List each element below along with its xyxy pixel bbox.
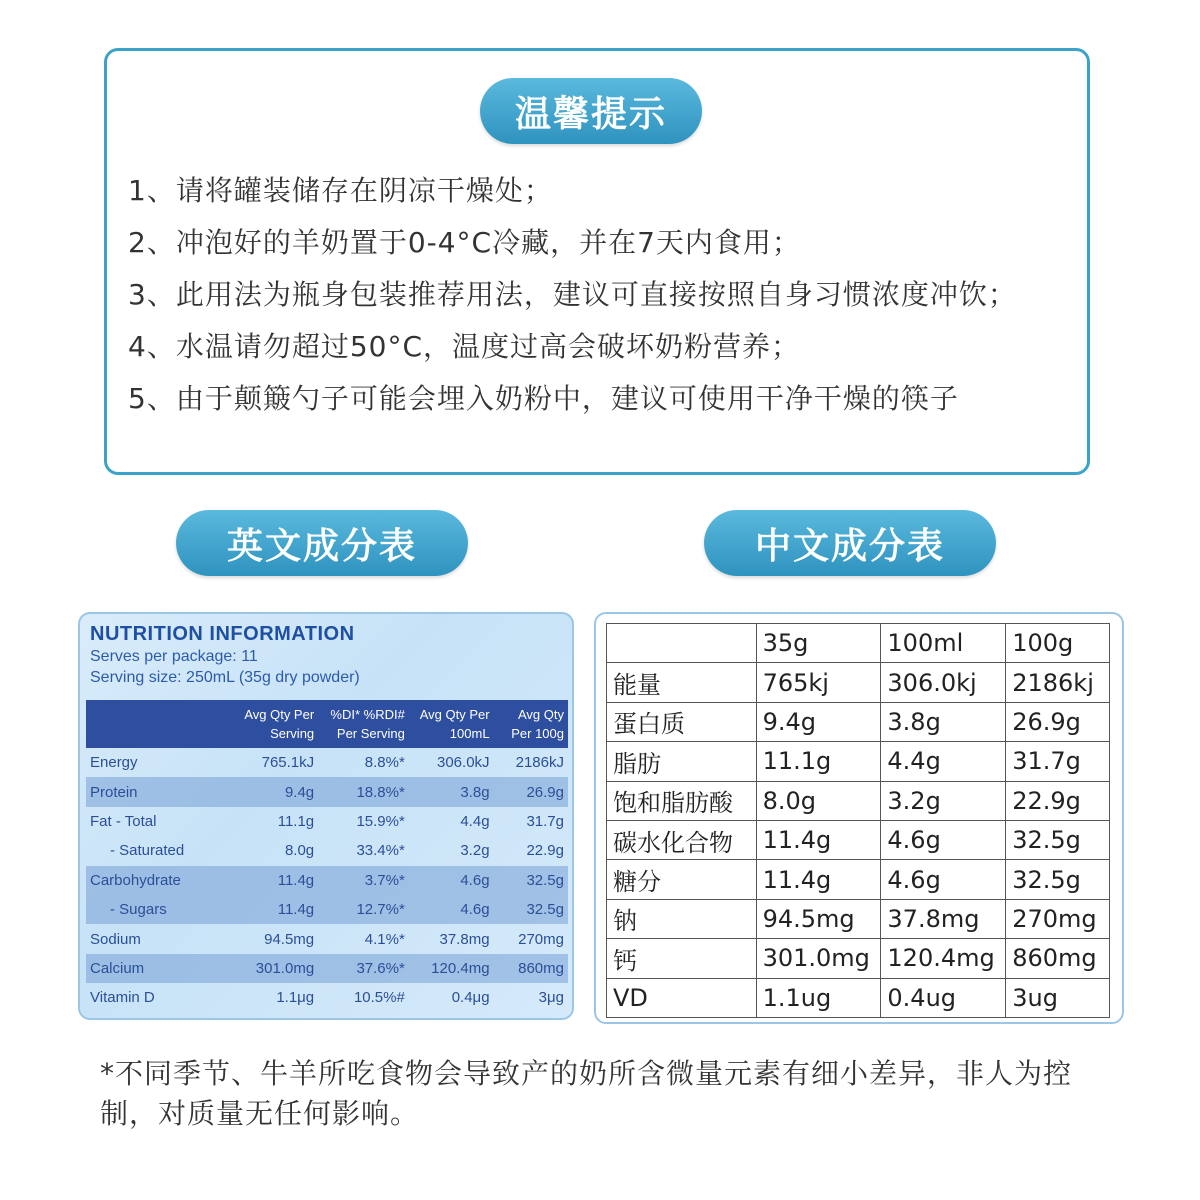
table-row <box>607 899 1110 938</box>
table-cell: 120.4mg <box>881 939 1006 978</box>
table-cell: 脂肪 <box>607 742 757 781</box>
serving-size: Serving size: 250mL (35g dry powder) <box>90 669 360 686</box>
table-row <box>607 742 1110 781</box>
table-row <box>607 820 1110 859</box>
chinese-nutrition-table <box>606 623 1110 1018</box>
table-cell: 钙 <box>607 939 757 978</box>
table-cell: 31.7g <box>526 812 564 830</box>
table-cell: 33.4%* <box>356 842 405 860</box>
table-cell: 12.7%* <box>318 895 409 924</box>
table-cell: 蛋白质 <box>607 702 757 741</box>
english-nutrition-heading-block <box>90 622 360 688</box>
table-cell: 10.5%# <box>353 989 405 1007</box>
tip-item-4: 4、水温请勿超过50°C，温度过高会破坏奶粉营养； <box>128 330 800 363</box>
table-cell: 4.4g <box>881 742 1006 781</box>
tip-item-3: 3、此用法为瓶身包装推荐用法，建议可直接按照自身习惯浓度冲饮； <box>128 278 1017 311</box>
table-cell: Vitamin D <box>90 989 155 1007</box>
table-cell: 2186kJ <box>515 754 564 772</box>
nutrition-heading: NUTRITION INFORMATION <box>90 623 355 645</box>
table-cell: Sodium <box>90 930 141 948</box>
chinese-table-header-row <box>607 624 1110 663</box>
english-nutrition-table <box>86 700 568 1013</box>
table-cell: 9.4g <box>756 702 881 741</box>
table-cell: 钠 <box>607 899 757 938</box>
table-cell: 765.1kJ <box>261 754 315 772</box>
table-row <box>86 924 568 953</box>
table-row <box>86 983 568 1012</box>
table-cell: 11.4g <box>232 895 318 924</box>
table-cell: 3.8g <box>881 702 1006 741</box>
table-cell: 15.9%* <box>356 812 405 830</box>
table-cell: 能量 <box>607 663 757 702</box>
footnote: *不同季节、牛羊所吃食物会导致产的奶所含微量元素有细小差异，非人为控制，对质量无任何影响。 <box>100 1057 1073 1130</box>
english-col-header <box>86 700 232 748</box>
english-table-header-row <box>86 700 568 748</box>
table-cell: 94.5mg <box>756 899 881 938</box>
table-cell: 35g <box>756 624 881 663</box>
table-cell: 4.6g <box>881 820 1006 859</box>
tip-item-1: 1、请将罐装储存在阴凉干燥处； <box>128 174 553 207</box>
table-cell: 4.6g <box>409 866 494 895</box>
table-cell: 11.1g <box>756 742 881 781</box>
table-cell: 3ug <box>1006 978 1110 1017</box>
table-cell: 11.4g <box>756 820 881 859</box>
table-cell: 301.0mg <box>756 939 881 978</box>
table-cell: 301.0mg <box>232 954 318 983</box>
table-cell: 32.5g <box>1006 820 1110 859</box>
table-row <box>86 866 568 895</box>
table-cell: 3.2g <box>460 842 490 860</box>
table-cell: 306.0kJ <box>437 754 490 772</box>
table-cell: 0.4ug <box>881 978 1006 1017</box>
table-cell: Carbohydrate <box>86 866 232 895</box>
table-cell: 3.2g <box>881 781 1006 820</box>
table-row <box>607 781 1110 820</box>
table-cell: 11.1g <box>277 812 315 830</box>
table-cell: 100g <box>1006 624 1110 663</box>
table-cell: 3μg <box>538 989 564 1007</box>
table-cell: 11.4g <box>756 860 881 899</box>
table-cell: 1.1ug <box>756 978 881 1017</box>
table-cell: 32.5g <box>494 866 568 895</box>
table-row <box>607 663 1110 702</box>
english-table-title: 英文成分表 <box>176 510 468 576</box>
chinese-nutrition-panel <box>594 612 1124 1024</box>
table-cell: 306.0kj <box>881 663 1006 702</box>
table-cell: Energy <box>90 754 138 772</box>
table-cell: 31.7g <box>1006 742 1110 781</box>
table-cell: 3.7%* <box>318 866 409 895</box>
english-col-header: %DI* %RDI# Per Serving <box>318 700 409 748</box>
table-cell: 9.4g <box>232 777 318 806</box>
table-cell: 32.5g <box>494 895 568 924</box>
table-cell: 94.5mg <box>264 930 315 948</box>
table-cell: 18.8%* <box>318 777 409 806</box>
english-col-header: Avg Qty Per 100g <box>494 700 568 748</box>
table-row <box>86 836 568 865</box>
table-row <box>86 954 568 983</box>
chinese-table-title: 中文成分表 <box>704 510 996 576</box>
table-cell: 8.0g <box>284 842 315 860</box>
table-cell: 4.6g <box>409 895 494 924</box>
table-row <box>86 895 568 924</box>
table-cell: 765kj <box>756 663 881 702</box>
table-cell: Fat - Total <box>90 812 157 830</box>
table-cell: 37.6%* <box>318 954 409 983</box>
english-nutrition-panel <box>78 612 574 1020</box>
table-cell: 饱和脂肪酸 <box>607 781 757 820</box>
table-cell: 26.9g <box>1006 702 1110 741</box>
table-cell: 32.5g <box>1006 860 1110 899</box>
table-cell: 22.9g <box>526 842 564 860</box>
table-cell: VD <box>607 978 757 1017</box>
table-row <box>607 939 1110 978</box>
table-cell: 3.8g <box>409 777 494 806</box>
tips-title: 温馨提示 <box>480 78 702 144</box>
table-cell: 120.4mg <box>409 954 494 983</box>
tip-item-2: 2、冲泡好的羊奶置于0-4°C冷藏，并在7天内食用； <box>128 226 801 259</box>
table-cell <box>607 624 757 663</box>
table-cell: 糖分 <box>607 860 757 899</box>
table-row <box>607 978 1110 1017</box>
tips-list <box>128 165 1078 425</box>
table-cell: 860mg <box>1006 939 1110 978</box>
table-cell: 4.1%* <box>364 930 405 948</box>
table-cell: 0.4μg <box>451 989 490 1007</box>
table-cell: 100ml <box>881 624 1006 663</box>
table-cell: 860mg <box>494 954 568 983</box>
english-col-header: Avg Qty Per 100mL <box>409 700 494 748</box>
serves-per-package: Serves per package: 11 <box>90 648 258 665</box>
table-cell: 11.4g <box>232 866 318 895</box>
table-cell: 26.9g <box>494 777 568 806</box>
table-cell: Protein <box>86 777 232 806</box>
table-cell: 4.6g <box>881 860 1006 899</box>
table-cell: 4.4g <box>460 812 490 830</box>
table-cell: 2186kj <box>1006 663 1110 702</box>
table-cell: 270mg <box>1006 899 1110 938</box>
table-row <box>86 807 568 836</box>
table-cell: 8.8%* <box>364 754 405 772</box>
table-row <box>86 777 568 806</box>
table-cell: 碳水化合物 <box>607 820 757 859</box>
table-cell: 270mg <box>518 930 564 948</box>
table-row <box>607 702 1110 741</box>
english-col-header: Avg Qty Per Serving <box>232 700 318 748</box>
table-cell: 22.9g <box>1006 781 1110 820</box>
table-cell: 37.8mg <box>439 930 490 948</box>
table-cell: 37.8mg <box>881 899 1006 938</box>
table-cell: - Saturated <box>110 842 185 860</box>
table-cell: - Sugars <box>86 895 232 924</box>
table-cell: Calcium <box>86 954 232 983</box>
table-cell: 8.0g <box>756 781 881 820</box>
table-row <box>86 748 568 777</box>
tip-item-5: 5、由于颠簸勺子可能会埋入奶粉中，建议可使用干净干燥的筷子 <box>128 382 959 415</box>
table-cell: 1.1μg <box>276 989 315 1007</box>
table-row <box>607 860 1110 899</box>
